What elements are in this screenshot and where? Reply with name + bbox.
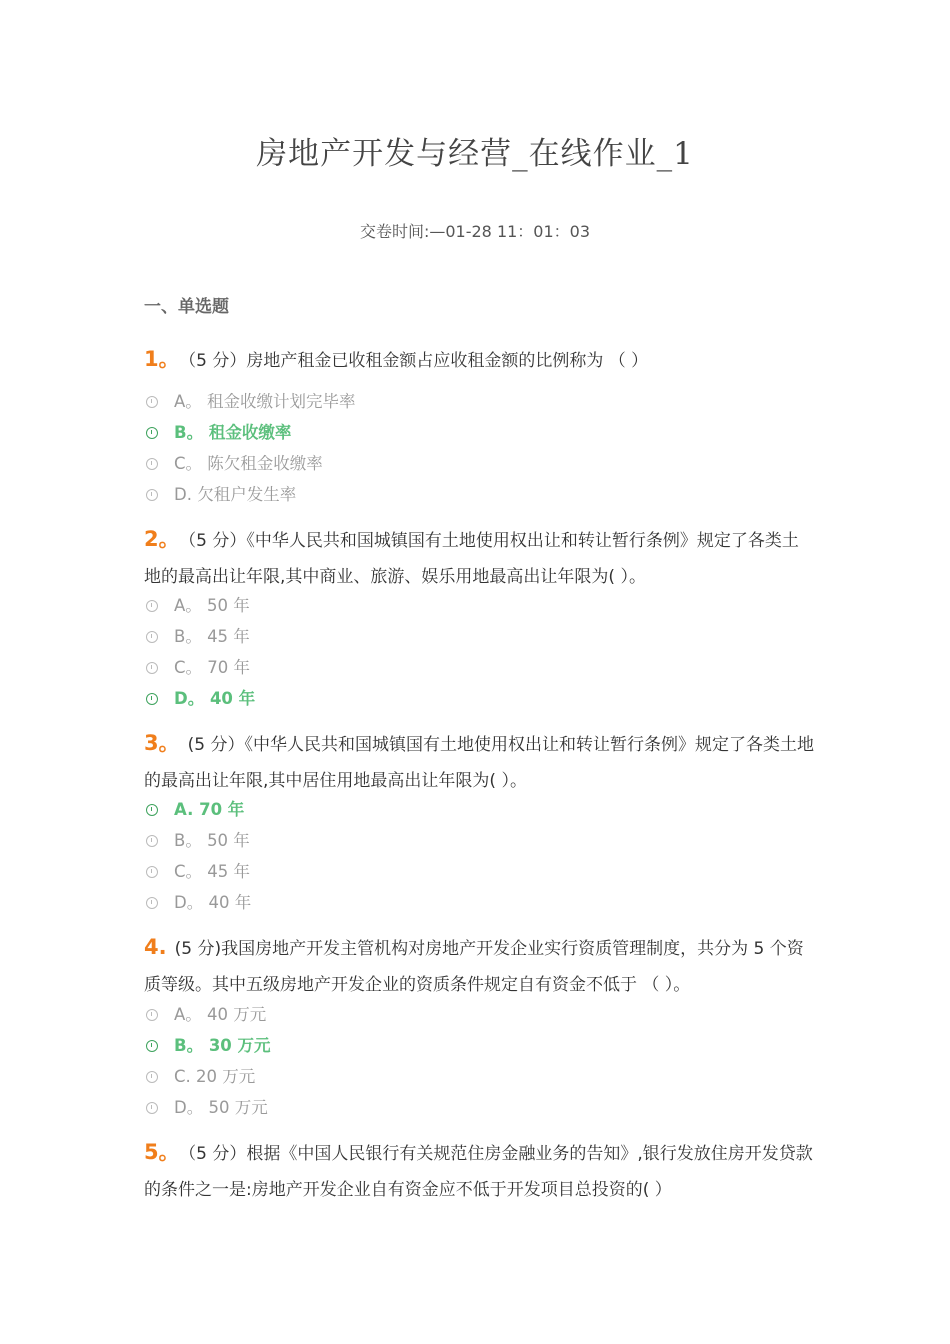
question-text: (5 分）《中华人民共和国城镇国有土地使用权出让和转让暂行条例》规定了各类土地的最高出让年限,其中居住用地最高出让年限为( ）。 [144,735,814,791]
radio-icon[interactable] [146,835,158,847]
option-3a[interactable] [146,798,244,822]
option-label: C。 45 年 [174,862,251,881]
question-number: 5。 [144,1140,180,1164]
option-4d[interactable] [146,1096,268,1120]
question-number: 3。 [144,731,180,755]
radio-icon[interactable] [146,662,158,674]
option-label: D。 40 年 [174,893,252,912]
question-4 [144,929,814,1003]
option-label: A。 租金收缴计划完毕率 [174,392,356,411]
question-text: (5 分)我国房地产开发主管机构对房地产开发企业实行资质管理制度，共分为 5 个资质等级。其中五级房地产开发企业的资质条件规定自有资金不低于 （ ）。 [144,939,804,995]
option-label: D. 欠租户发生率 [174,485,297,504]
option-1b[interactable] [146,421,291,445]
option-label: C. 20 万元 [174,1067,256,1086]
option-2c[interactable] [146,656,250,680]
option-label: C。 陈欠租金收缴率 [174,454,323,473]
option-label: A。 50 年 [174,596,250,615]
question-text: （5 分）根据《中国人民银行有关规范住房金融业务的告知》,银行发放住房开发贷款的条件之一是:房地产开发企业自有资金应不低于开发项目总投资的( ） [144,1144,813,1200]
question-number: 4. [144,935,167,959]
question-3 [144,725,814,799]
option-2b[interactable] [146,625,250,649]
option-4b[interactable] [146,1034,271,1058]
option-label: B。 30 万元 [174,1036,271,1055]
section-heading: 一、单选题 [144,297,229,317]
radio-icon[interactable] [146,489,158,501]
option-1c[interactable] [146,452,323,476]
radio-checked-icon[interactable] [146,1040,158,1052]
radio-icon[interactable] [146,458,158,470]
radio-icon[interactable] [146,396,158,408]
question-number: 1。 [144,347,180,371]
option-3b[interactable] [146,829,250,853]
option-label: A。 40 万元 [174,1005,267,1024]
question-text: （5 分）房地产租金已收租金额占应收租金额的比例称为 （ ） [187,351,649,371]
question-1 [144,341,814,379]
option-4a[interactable] [146,1003,266,1027]
radio-icon[interactable] [146,866,158,878]
question-text: （5 分）《中华人民共和国城镇国有土地使用权出让和转让暂行条例》规定了各类土地的最高出让年限,其中商业、旅游、娱乐用地最高出让年限为( ）。 [144,531,799,587]
option-1a[interactable] [146,390,356,414]
radio-checked-icon[interactable] [146,804,158,816]
radio-icon[interactable] [146,631,158,643]
option-label: D。 40 年 [174,689,256,708]
document-title: 房地产开发与经营_在线作业_1 [256,136,694,172]
question-number: 2。 [144,527,180,551]
radio-icon[interactable] [146,1071,158,1083]
option-label: B。 租金收缴率 [174,423,292,442]
question-2 [144,521,814,595]
option-3c[interactable] [146,860,250,884]
option-label: A. 70 年 [174,800,245,819]
radio-checked-icon[interactable] [146,693,158,705]
option-2a[interactable] [146,594,250,618]
option-2d[interactable] [146,687,255,711]
radio-icon[interactable] [146,1102,158,1114]
option-3d[interactable] [146,891,251,915]
radio-icon[interactable] [146,897,158,909]
option-1d[interactable] [146,483,296,507]
question-5 [144,1134,814,1208]
option-label: D。 50 万元 [174,1098,268,1117]
option-label: C。 70 年 [174,658,251,677]
option-label: B。 50 年 [174,831,250,850]
option-4c[interactable] [146,1065,255,1089]
submit-time: 交卷时间:—01-28 11：01：03 [359,222,591,241]
radio-icon[interactable] [146,600,158,612]
radio-checked-icon[interactable] [146,427,158,439]
option-label: B。 45 年 [174,627,250,646]
radio-icon[interactable] [146,1009,158,1021]
